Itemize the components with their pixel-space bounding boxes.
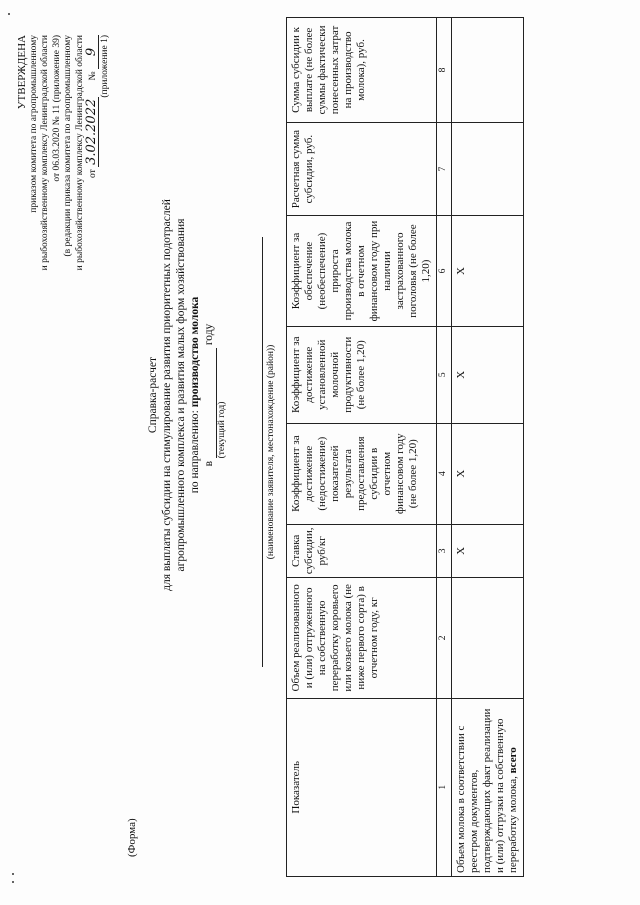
column-number: 8 — [437, 18, 452, 123]
header-cell: Коэффициент за обеспечение (необеспечение) прироста производства молока в отчетном финансовом году при наличии застрахованного поголовья (не более 1,20) — [287, 216, 437, 326]
table-cell: Х — [452, 423, 524, 524]
year-field — [202, 348, 217, 458]
approval-line: (в редакции приказа комитета по агропромышленному — [63, 35, 73, 257]
handwritten-number: 9 — [86, 35, 99, 69]
year-line: в году — [203, 323, 215, 467]
approval-line: приказом комитета по агропромышленному — [28, 35, 39, 213]
handwritten-date: 3.02.2022 — [84, 98, 99, 165]
approval-block — [16, 35, 111, 555]
column-number: 4 — [437, 423, 452, 524]
header-cell: Показатель — [287, 698, 437, 876]
approval-date-line: от 3.02.2022 № 9 — [86, 35, 100, 555]
scan-mark — [12, 881, 14, 883]
scan-mark — [12, 873, 14, 875]
applicant-field — [262, 237, 263, 667]
column-number: 2 — [437, 578, 452, 698]
table-cell: Х — [452, 524, 524, 578]
header-cell: Коэффициент за достижение установленной молочной продуктивности (не более 1,20) — [287, 326, 437, 423]
header-cell: Ставка субсидии, руб/кг — [287, 524, 437, 578]
approval-line: и рыбохозяйственному комплексу Ленинградской области — [40, 35, 50, 271]
column-number: 5 — [437, 326, 452, 423]
doc-subtitle: для выплаты субсидии на стимулирование развития приоритетных подотраслей — [161, 199, 173, 591]
approval-title: УТВЕРЖДЕНА — [16, 35, 28, 110]
scan-mark — [8, 13, 10, 15]
table-cell: Х — [452, 326, 524, 423]
header-cell: Коэффициент за достижение (недостижение) показателей результата предоставления субсидии в отчетном финансовом году (не более 1,20) — [287, 423, 437, 524]
table-cell — [452, 578, 524, 698]
doc-title: Справка-расчет — [147, 356, 159, 434]
doc-subtitle: агропромышленного комплекса и развития малых форм хозяйствования — [175, 218, 187, 572]
column-number: 1 — [437, 698, 452, 876]
header-cell: Расчетная сумма субсидии, руб. — [287, 122, 437, 215]
applicant-caption: (наименование заявителя, местонахождение (район)) — [266, 344, 276, 560]
approval-line: (приложение 1) — [99, 35, 110, 98]
column-number: 6 — [437, 216, 452, 326]
form-label: (Форма) — [126, 818, 138, 857]
column-number-row — [437, 18, 452, 877]
header-cell: Сумма субсидии к выплате (не более суммы фактически понесенных затрат на производство молока), руб. — [287, 18, 437, 123]
table-cell — [452, 122, 524, 215]
direction-line: по направлению: производство молока — [189, 296, 201, 494]
table-header-row — [287, 18, 437, 877]
approval-line: от 06.03.2020 № 11 (приложение 39) — [51, 35, 62, 182]
table-cell — [452, 18, 524, 123]
calculation-table — [286, 17, 524, 877]
year-caption: (текущий год) — [217, 401, 227, 459]
header-cell: Объем реализованного и (или) отгруженного на собственную переработку коровьего или козьего молока (не ниже первого сорта) в отчетном году, кг — [287, 578, 437, 698]
table-cell: Х — [452, 216, 524, 326]
column-number: 7 — [437, 122, 452, 215]
table-row — [452, 18, 524, 877]
row-label: Объем молока в соответствии с реестром документов, подтверждающих факт реализации и (или) отгрузки на собственную переработку молока, всего — [452, 698, 524, 876]
title-block — [146, 135, 229, 655]
column-number: 3 — [437, 524, 452, 578]
approval-line: и рыбохозяйственному комплексу Ленинградской области — [74, 35, 85, 271]
